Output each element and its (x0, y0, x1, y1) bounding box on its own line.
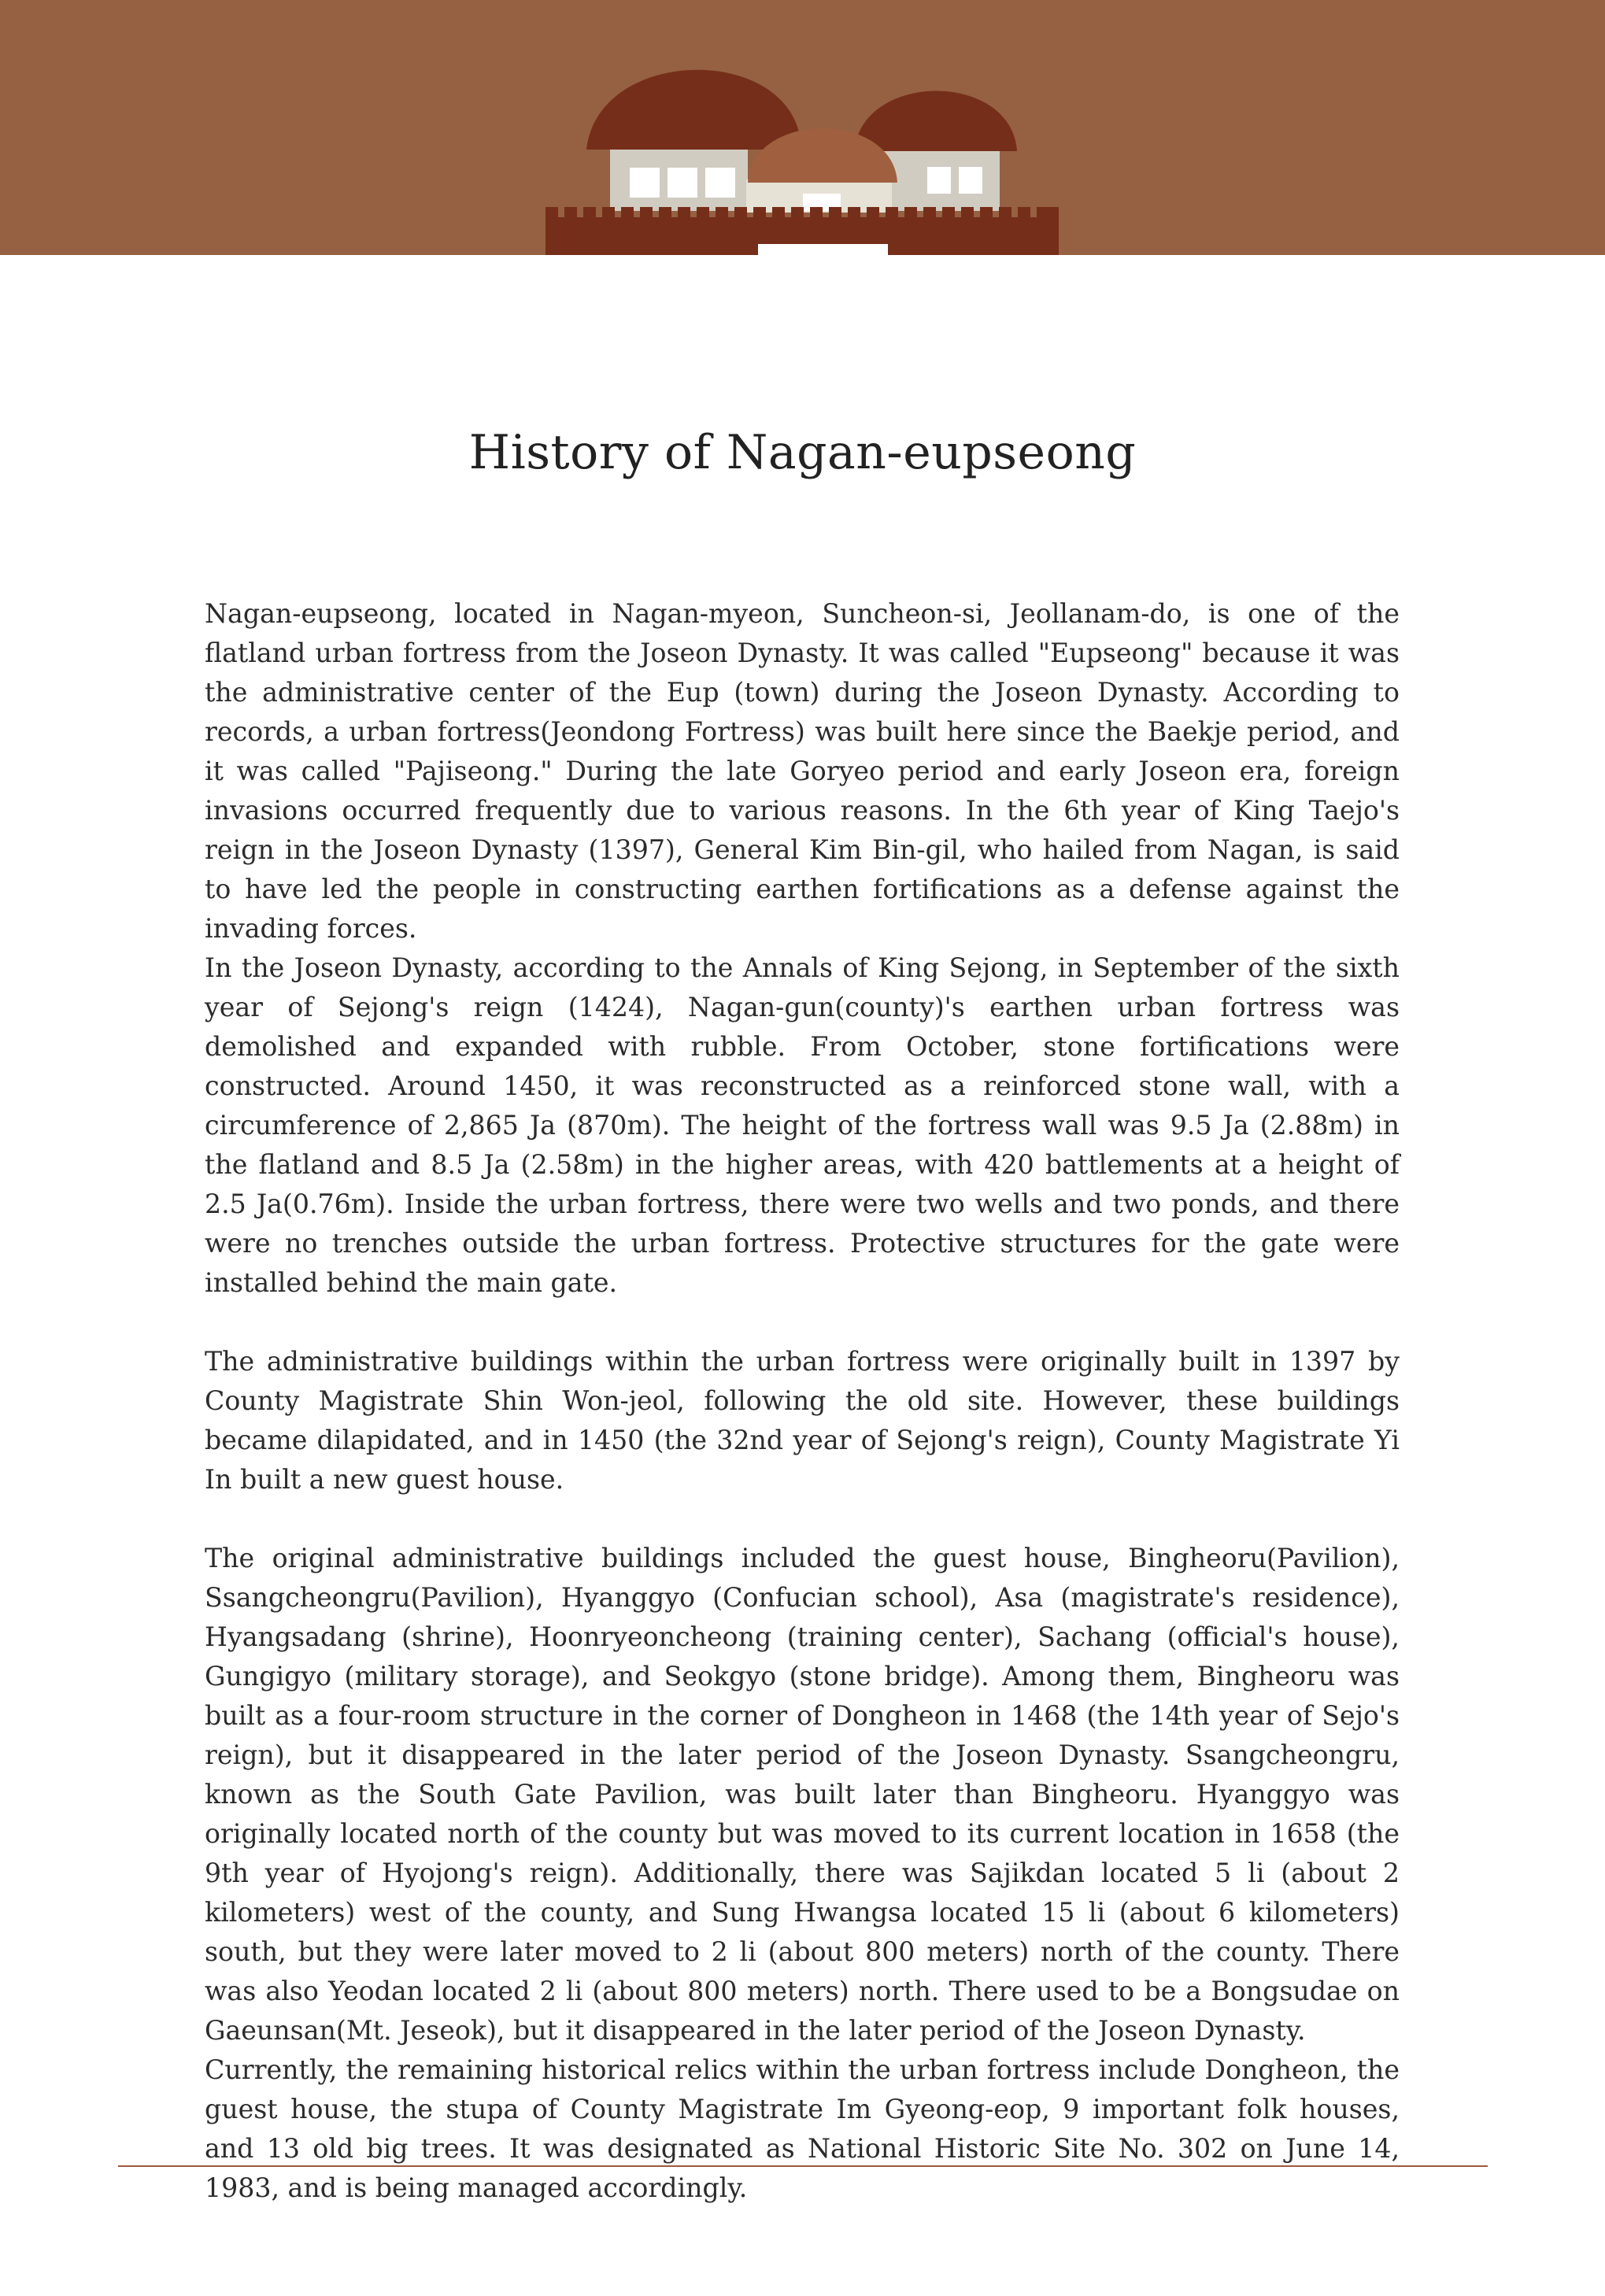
paragraph-2: In the Joseon Dynasty, according to the Annals of King Sejong, in September of the sixth year of Sejong's reign (1424), Nagan-gun(county)'s earthen urban fortress was demolished and expanded with rubble. From October, stone fortifications were constructed. Around 1450, it was reconstructed as a reinforced stone wall, with a circumference of 2,865 Ja (870m). The height of the fortress wall was 9.5 Ja (2.88m) in the flatland and 8.5 Ja (2.58m) in the higher areas, with 420 battlements at a height of 2.5 Ja(0.76m). Inside the urban fortress, there were two wells and two ponds, and there were no trenches outside the urban fortress. Protective structures for the gate were installed behind the main gate. (205, 952, 1400, 1298)
gate-opening (758, 244, 888, 255)
window (630, 168, 660, 198)
paragraph-4: The original administrative buildings included the guest house, Bingheoru(Pavilion), Ssangcheongru(Pavilion), Hyanggyo (Confucian school), Asa (magistrate's residence), Hyangsadang (shrine), Hoonryeoncheong (training center), Sachang (official's house), Gungigyo (military storage), and Seokgyo (stone bridge). Among them, Bingheoru was built as a four-room structure in the corner of Dongheon in 1468 (the 14th year of Sejo's reign), but it disappeared in the later period of the Joseon Dynasty. Ssangcheongru, known as the South Gate Pavilion, was built later than Bingheoru. Hyanggyo was originally located north of the county but was moved to its current location in 1658 (the 9th year of Hyojong's reign). Additionally, there was Sajikdan located 5 li (about 2 kilometers) west of the county, and Sung Hwangsa located 15 li (about 6 kilometers) south, but they were later moved to 2 li (about 800 meters) north of the county. There was also Yeodan located 2 li (about 800 meters) north. There used to be a Bongsudae on Gaeunsan(Mt. Jeseok), but it disappeared in the later period of the Joseon Dynasty. (205, 1543, 1400, 2046)
window (668, 168, 697, 198)
window (927, 167, 951, 194)
left-roof (586, 70, 801, 150)
right-roof (854, 91, 1017, 152)
header-banner (0, 0, 1605, 255)
window (705, 168, 735, 198)
window (959, 167, 982, 194)
paragraph-3: The administrative buildings within the urban fortress were originally built in 1397 by County Magistrate Shin Won-jeol, following the old site. However, these buildings became dilapidated, and in 1450 (the 32nd year of Sejong's reign), County Magistrate Yi In built a new guest house. (205, 1346, 1400, 1495)
page-title: History of Nagan-eupseong (468, 425, 1137, 480)
paragraph-1: Nagan-eupseong, located in Nagan-myeon, Suncheon-si, Jeollanam-do, is one of the flatland urban fortress from the Joseon Dynasty. It was called "Eupseong" because it was the administrative center of the Eup (town) during the Joseon Dynasty. According to records, a urban fortress(Jeondong Fortress) was built here since the Baekje period, and it was called "Pajiseong." During the late Goryeo period and early Joseon era, foreign invasions occurred frequently due to various reasons. In the 6th year of King Taejo's reign in the Joseon Dynasty (1397), General Kim Bin-gil, who hailed from Nagan, is said to have led the people in constructing earthen fortifications as a defense against the invading forces. (205, 598, 1400, 944)
battlements (545, 207, 1059, 218)
fortress-illustration (0, 0, 1605, 255)
paragraph-5: Currently, the remaining historical relics within the urban fortress include Dongheon, the guest house, the stupa of County Magistrate Im Gyeong-eop, 9 important folk houses, and 13 old big trees. It was designated as National Historic Site No. 302 on June 14, 1983, and is being managed accordingly. (205, 2054, 1400, 2203)
footer-divider (118, 2165, 1488, 2167)
body-text (205, 594, 1400, 2208)
